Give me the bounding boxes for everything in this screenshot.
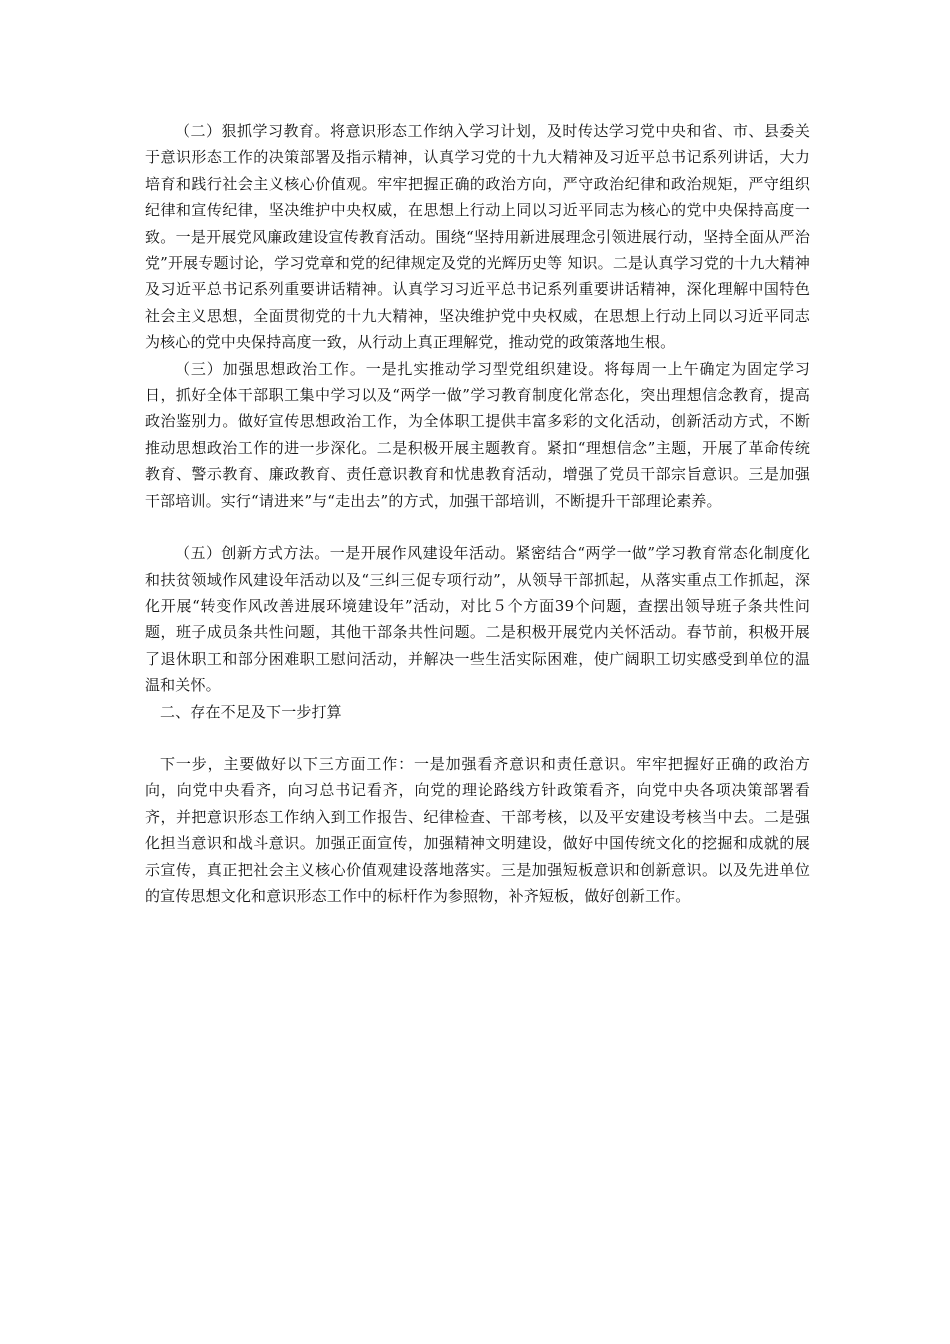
paragraph-spacer bbox=[145, 514, 810, 540]
paragraph-next-step: 下一步，主要做好以下三方面工作：一是加强看齐意识和责任意识。牢牢把握好正确的政治方向，向党中央看齐，向习总书记看齐，向党的理论路线方针政策看齐，向党中央各项决策部署看齐，并把意识形态工作纳入到工作报告、纪律检查、干部考核，以及平安建设考核当中去。二是强化担当意识和战斗意识。加强正面宣传，加强精神文明建设，做好中国传统文化的挖掘和成就的展示宣传，真正把社会主义核心价值观建设落地落实。三是加强短板意识和创新意识。以及先进单位的宣传思想文化和意识形态工作中的标杆作为参照物，补齐短板，做好创新工作。 bbox=[145, 754, 810, 905]
paragraph-spacer bbox=[145, 725, 810, 751]
document-page bbox=[145, 118, 810, 909]
section-heading: 二、存在不足及下一步打算 bbox=[160, 702, 342, 721]
paragraph-political-work: （三）加强思想政治工作。一是扎实推动学习型党组织建设。将每周一上午确定为固定学习日，抓好全体干部职工集中学习以及“两学一做”学习教育制度化常态化，突出理想信念教育，提高政治鉴别力。做好宣传思想政治工作，为全体职工提供丰富多彩的文化活动，创新活动方式，不断推动思想政治工作的进一步深化。二是积极开展主题教育。紧扣“理想信念”主题，开展了革命传统教育、警示教育、廉政教育、责任意识教育和忧患教育活动，增强了党员干部宗旨意识。三是加强干部培训。实行“请进来”与“走出去”的方式，加强干部培训，不断提升干部理论素养。 bbox=[145, 359, 810, 510]
paragraph-innovation: （五）创新方式方法。一是开展作风建设年活动。紧密结合“两学一做”学习教育常态化制度化和扶贫领域作风建设年活动以及“三纠三促专项行动”，从领导干部抓起，从落实重点工作抓起，深化开展“转变作风改善进展环境建设年”活动，对比５个方面39个问题，查摆出领导班子条共性问题，班子成员条共性问题，其他干部条共性问题。二是积极开展党内关怀活动。春节前，积极开展了退休职工和部分困难职工慰问活动，并解决一些生活实际困难，使广阔职工切实感受到单位的温温和关怀。 bbox=[145, 544, 810, 695]
paragraph-study-education: （二）狠抓学习教育。将意识形态工作纳入学习计划，及时传达学习党中央和省、市、县委关于意识形态工作的决策部署及指示精神，认真学习党的十九大精神及习近平总书记系列讲话，大力培育和践行社会主义核心价值观。牢牢把握正确的政治方向，严守政治纪律和政治规矩，严守组织纪律和宣传纪律，坚决维护中央权威，在思想上行动上同以习近平同志为核心的党中央保持高度一致。一是开展党风廉政建设宣传教育活动。围绕“坚持用新进展理念引领进展行动，坚持全面从严治党”开展专题讨论，学习党章和党的纪律规定及党的光辉历史等 知识。二是认真学习党的十九大精神及习近平总书记系列重要讲话精神。认真学习习近平总书记系列重要讲话精神，深化理解中国特色社会主义思想，全面贯彻党的十九大精神，坚决维护党中央权威，在思想上行动上同以习近平同志为核心的党中央保持高度一致，从行动上真正理解党，推动党的政策落地生根。 bbox=[145, 122, 810, 352]
